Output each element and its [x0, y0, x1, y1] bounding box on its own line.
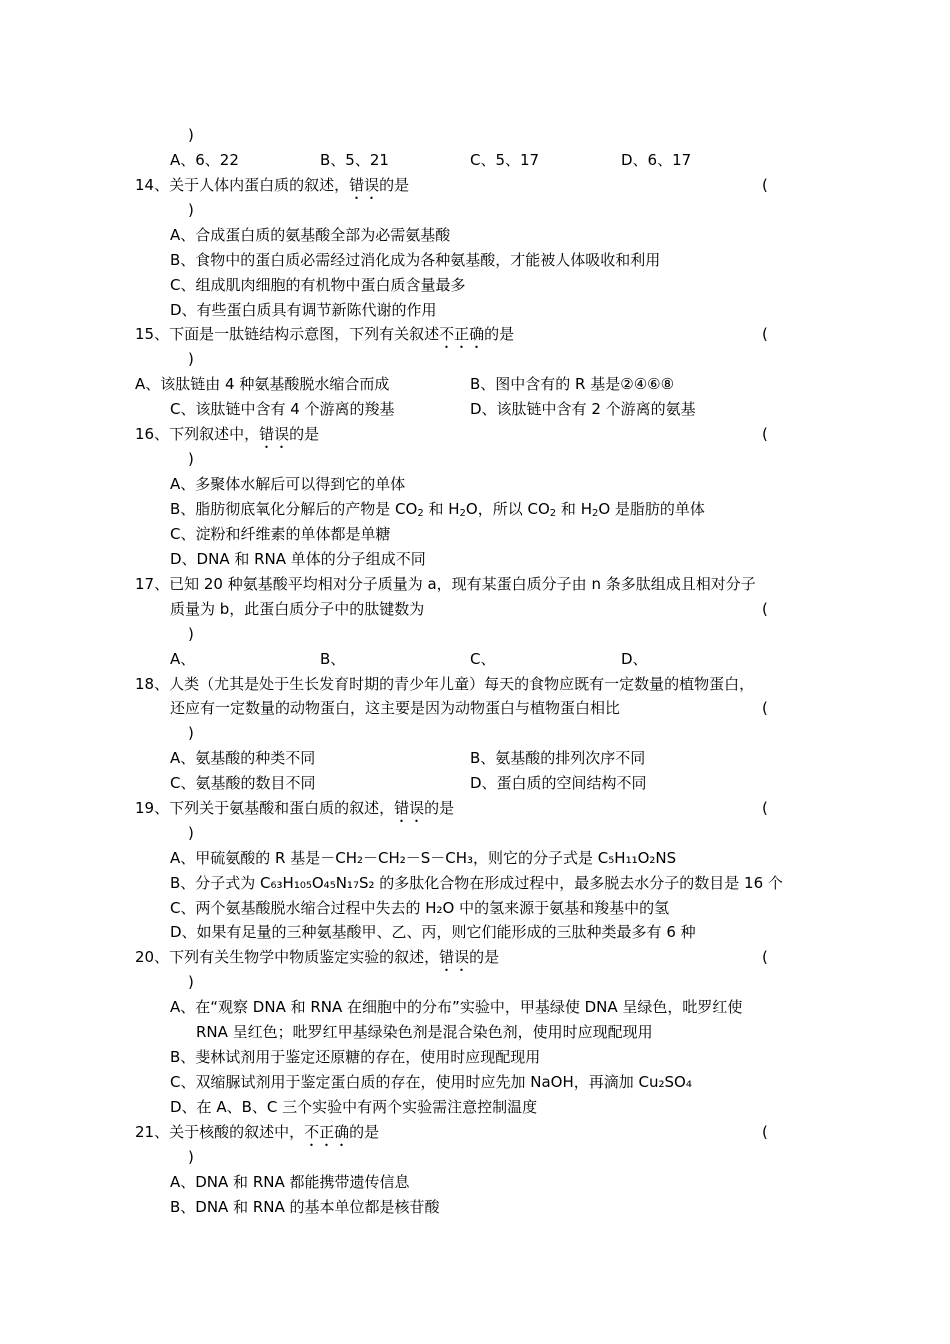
q18-close-paren: )	[188, 724, 194, 742]
q21-close-paren: )	[188, 1148, 194, 1166]
q14-open-paren: (	[762, 176, 768, 194]
q18-option-b: B、氨基酸的排列次序不同	[470, 749, 646, 767]
q18-stem-line2: 还应有一定数量的动物蛋白，这主要是因为动物蛋白与植物蛋白相比	[170, 699, 621, 717]
q17-option-c: C、	[470, 650, 496, 668]
subscript: 2	[417, 508, 424, 519]
q21-stem	[135, 1122, 379, 1150]
q13-option-d: D、6、17	[621, 151, 692, 169]
q13-option-a: A、6、22	[170, 151, 239, 169]
q18-option-c: C、氨基酸的数目不同	[170, 774, 316, 792]
q17-open-paren: (	[762, 600, 768, 618]
q18-stem-line1	[135, 674, 754, 694]
q18-option-a: A、氨基酸的种类不同	[170, 749, 316, 767]
q18-open-paren: (	[762, 699, 768, 717]
q15-option-b: B、图中含有的 R 基是②④⑥⑧	[470, 375, 675, 393]
q19-emphasis: 错误	[394, 799, 425, 817]
q17-number: 17、	[135, 575, 170, 593]
q15-stem-end: 的是	[484, 325, 515, 343]
q15-stem-text: 下面是一肽链结构示意图，下列有关叙述	[169, 325, 440, 343]
q14-option-a: A、合成蛋白质的氨基酸全部为必需氨基酸	[170, 226, 451, 244]
subscript: 2	[549, 508, 557, 519]
subscript: 2	[459, 508, 466, 519]
q19-stem	[135, 798, 454, 826]
q17-close-paren: )	[188, 625, 194, 643]
q20-option-b: B、斐林试剂用于鉴定还原糖的存在，使用时应现配现用	[170, 1048, 541, 1066]
q19-option-d: D、如果有足量的三种氨基酸甲、乙、丙，则它们能形成的三肽种类最多有 6 种	[170, 923, 696, 941]
q16-option-b	[170, 499, 705, 519]
q20-open-paren: (	[762, 948, 768, 966]
q15-number: 15、	[135, 325, 170, 343]
q16-option-c: C、淀粉和纤维素的单体都是单糖	[170, 525, 391, 543]
q20-stem-end: 的是	[469, 948, 500, 966]
q20-stem	[135, 947, 499, 975]
q17-stem-line1	[135, 574, 756, 594]
q17-stem-line2: 质量为 b，此蛋白质分子中的肽键数为	[170, 600, 425, 618]
q21-open-paren: (	[762, 1123, 768, 1141]
q20-number: 20、	[135, 948, 170, 966]
q14-stem	[135, 175, 409, 203]
q14-stem-end: 的是	[379, 176, 410, 194]
q20-option-d: D、在 A、B、C 三个实验中有两个实验需注意控制温度	[170, 1098, 538, 1116]
q21-number: 21、	[135, 1123, 170, 1141]
q20-emphasis: 错误	[439, 948, 470, 966]
q19-stem-end: 的是	[424, 799, 455, 817]
q16-close-paren: )	[188, 450, 194, 468]
q20-option-a-line2: RNA 呈红色；吡罗红甲基绿染色剂是混合染色剂，使用时应现配现用	[196, 1023, 653, 1041]
q21-emphasis: 不正确	[304, 1123, 350, 1141]
q16-stem	[135, 424, 319, 452]
q14-stem-text: 关于人体内蛋白质的叙述，	[169, 176, 350, 194]
q19-option-c: C、两个氨基酸脱水缩合过程中失去的 H₂O 中的氢来源于氨基和羧基中的氢	[170, 899, 670, 917]
q15-open-paren: (	[762, 325, 768, 343]
q14-close-paren: )	[188, 201, 194, 219]
q19-option-b: B、分子式为 C₆₃H₁₀₅O₄₅N₁₇S₂ 的多肽化合物在形成过程中，最多脱去水分子的数目是 16 个	[170, 874, 783, 892]
q15-stem	[135, 324, 514, 352]
q17-option-d: D、	[621, 650, 648, 668]
q16-option-b-part2: 和 H	[423, 500, 460, 518]
q14-option-d: D、有些蛋白质具有调节新陈代谢的作用	[170, 301, 437, 319]
q15-option-c: C、该肽链中含有 4 个游离的羧基	[170, 400, 395, 418]
q16-option-a: A、多聚体水解后可以得到它的单体	[170, 475, 406, 493]
q21-option-b: B、DNA 和 RNA 的基本单位都是核苷酸	[170, 1198, 440, 1216]
q21-stem-end: 的是	[349, 1123, 380, 1141]
q14-number: 14、	[135, 176, 170, 194]
q21-stem-text: 关于核酸的叙述中，	[169, 1123, 305, 1141]
q16-open-paren: (	[762, 425, 768, 443]
q20-close-paren: )	[188, 973, 194, 991]
subscript: 2	[591, 508, 599, 519]
q16-option-b-part5: O 是脂肪的单体	[598, 500, 705, 518]
q20-option-a-line1: A、在“观察 DNA 和 RNA 在细胞中的分布”实验中，甲基绿使 DNA 呈绿色，吡罗红使	[170, 998, 743, 1016]
q16-stem-end: 的是	[289, 425, 320, 443]
q18-option-d: D、蛋白质的空间结构不同	[470, 774, 647, 792]
q20-stem-text: 下列有关生物学中物质鉴定实验的叙述，	[169, 948, 440, 966]
q17-option-a: A、	[170, 650, 196, 668]
q15-option-a: A、该肽链由 4 种氨基酸脱水缩合而成	[135, 375, 390, 393]
q20-option-c: C、双缩脲试剂用于鉴定蛋白质的存在，使用时应先加 NaOH，再滴加 Cu₂SO₄	[170, 1073, 692, 1091]
q14-option-b: B、食物中的蛋白质必需经过消化成为各种氨基酸，才能被人体吸收和利用	[170, 251, 661, 269]
q17-stem-text: 已知 20 种氨基酸平均相对分子质量为 a，现有某蛋白质分子由 n 条多肽组成且相对分子	[169, 575, 756, 593]
q21-option-a: A、DNA 和 RNA 都能携带遗传信息	[170, 1173, 410, 1191]
q18-stem-text: 人类（尤其是处于生长发育时期的青少年儿童）每天的食物应既有一定数量的植物蛋白，	[169, 675, 755, 693]
q14-emphasis: 错误	[349, 176, 380, 194]
q16-option-b-part1: B、脂肪彻底氧化分解后的产物是 CO	[170, 500, 418, 518]
q19-number: 19、	[135, 799, 170, 817]
q19-open-paren: (	[762, 799, 768, 817]
q14-option-c: C、组成肌肉细胞的有机物中蛋白质含量最多	[170, 276, 466, 294]
q16-option-d: D、DNA 和 RNA 单体的分子组成不同	[170, 550, 426, 568]
q13-option-b: B、5、21	[320, 151, 389, 169]
q15-option-d: D、该肽链中含有 2 个游离的氨基	[470, 400, 696, 418]
q18-number: 18、	[135, 675, 170, 693]
q19-close-paren: )	[188, 824, 194, 842]
q15-close-paren: )	[188, 350, 194, 368]
q17-option-b: B、	[320, 650, 346, 668]
q16-number: 16、	[135, 425, 170, 443]
q16-stem-text: 下列叙述中，	[169, 425, 260, 443]
q13-option-c: C、5、17	[470, 151, 540, 169]
q16-option-b-part3: O，所以 CO	[465, 500, 550, 518]
q16-emphasis: 错误	[259, 425, 290, 443]
q19-option-a: A、甲硫氨酸的 R 基是－CH₂－CH₂－S－CH₃，则它的分子式是 C₅H₁₁O₂NS	[170, 849, 677, 867]
q19-stem-text: 下列关于氨基酸和蛋白质的叙述，	[169, 799, 395, 817]
q16-option-b-part4: 和 H	[556, 500, 592, 518]
q15-emphasis: 不正确	[439, 325, 485, 343]
q13-close-paren: )	[188, 126, 194, 144]
